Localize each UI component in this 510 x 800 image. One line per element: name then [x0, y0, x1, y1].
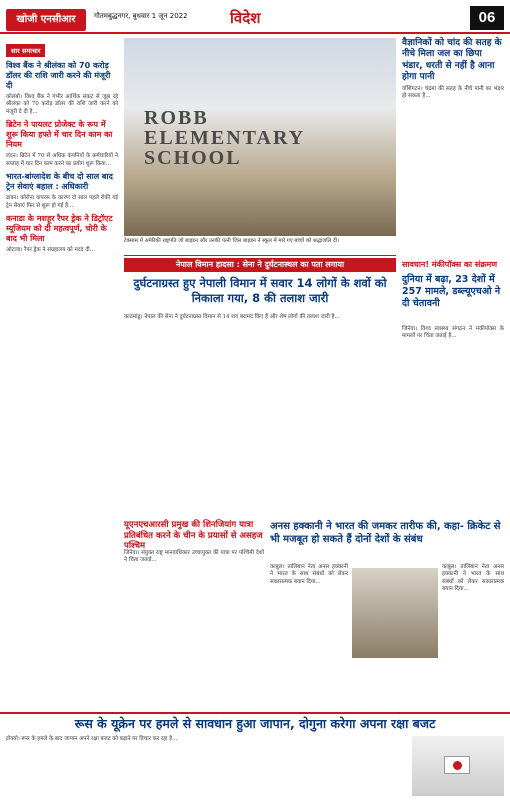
bottom-body: टोक्यो। रूस के हमले के बाद जापान अपने रक्षा बजट को बढ़ाने पर विचार कर रहा है...: [6, 736, 178, 742]
nepal-strap: नेपाल विमान हादसा : सेना ने दुर्घटनास्थल का पता लगाया: [124, 258, 396, 272]
news-body: वॉशिंगटन। चंद्रमा की सतह के नीचे पानी का भंडार हो सकता है...: [402, 86, 504, 100]
news-headline: ब्रिटेन ने पायलट प्रोजेक्ट के रूप में शुरू किया हफ्ते में चार दिन काम का नियम: [6, 120, 113, 150]
un-headline: यूएनएचआरसी प्रमुख की शिनजियांग यात्रा प्रतिबंधित करने के चीन के प्रयासों से असहज पश्चिम: [124, 520, 263, 552]
left-news-column: [6, 38, 118, 738]
photo-caption: टेक्सास में अमेरिकी राष्ट्रपति जो बाइडन और उनकी पत्नी जिल बाइडन ने स्कूल में मारे गए बच्चों को श्रद्धांजलि दी।: [124, 238, 396, 256]
nepal-body: काठमांडू। नेपाल की सेना ने दुर्घटनाग्रस्त विमान से 14 शव बरामद किए हैं और शेष लोगों की तलाश जारी है...: [124, 314, 340, 320]
anas-photo: [352, 568, 438, 658]
news-body: ढाका। कोरोना वायरस के कारण दो साल पहले रोकी गई ट्रेन सेवाएं फिर से शुरू हो गई हैं...: [6, 195, 118, 209]
newspaper-logo: खोजी एनसीआर: [6, 9, 86, 31]
monkeypox-strap: सावधान! मंकीपॉक्स का संक्रमण: [402, 260, 498, 269]
un-body: जिनेवा। संयुक्त राष्ट्र मानवाधिकार उच्चायुक्त की यात्रा पर पश्चिमी देशों ने चिंता जताई...: [124, 550, 264, 564]
right-news-column: [402, 38, 504, 268]
anas-body-cont: काबुल। तालिबान नेता अनस हक्कानी ने भारत के साथ संबंधों को लेकर सकारात्मक बयान दिया...: [442, 564, 504, 593]
news-headline: भारत-बांग्लादेश के बीच दो साल बाद ट्रेन सेवाएं बहाल : अधिकारी: [6, 172, 113, 192]
section-title: विदेश: [230, 9, 261, 27]
news-headline: विश्व बैंक ने श्रीलंका को 70 करोड़ डॉलर की राशि जारी करने की मंजूरी दी: [6, 61, 111, 90]
news-body: ओटावा। रैपर ड्रेक ने संग्रहालय को मदद दी...: [6, 246, 95, 253]
news-headline: कनाडा के मशहूर रैपर ड्रेक ने डिट्रॉएट म्यूजियम को दी महत्वपूर्ण, चोरी के बाद भी मिला: [6, 213, 113, 243]
anas-body: काबुल। तालिबान नेता अनस हक्कानी ने भारत के साथ संबंधों को लेकर सकारात्मक बयान दिया...: [270, 564, 348, 585]
news-body: कोलंबो। विश्व बैंक ने गंभीर आर्थिक संकट से जूझ रहे श्रीलंका को 70 करोड़ डॉलर की राशि जारी करने को मंजूरी दे दी है...: [6, 94, 118, 115]
nepal-headline: दुर्घटनाग्रस्त हुए नेपाली विमान में सवार 14 लोगों के शवों को निकाला गया, 8 की तलाश जारी: [133, 276, 387, 305]
anas-headline: अनस हक्कानी ने भारत की जमकर तारीफ की, कहा- क्रिकेट से भी मजबूत हो सकते हैं दोनों देशों के संबंध: [270, 521, 501, 545]
monkeypox-body: जिनेवा। विश्व स्वास्थ्य संगठन ने मंकीपॉक्स के मामलों पर चिंता जताई है...: [402, 326, 504, 340]
news-headline: वैज्ञानिकों को चांद की सतह के नीचे मिला जल का छिपा भंडार, धरती से नहीं है आना होगा पानी: [402, 38, 502, 82]
issue-date: गौतमबुद्धनगर, बुधवार 1 जून 2022: [94, 12, 188, 20]
school-sign: ROBB ELEMENTARY SCHOOL: [144, 107, 305, 169]
bottom-headline: रूस के यूक्रेन पर हमले से सावधान हुआ जापान, दोगुना करेगा अपना रक्षा बजट: [0, 712, 510, 732]
brief-news-tag: सार समाचार: [6, 44, 45, 57]
page-number: 06: [470, 6, 504, 30]
japan-photo: [412, 736, 504, 796]
monkeypox-headline: दुनिया में बढ़ा, 23 देशों में 257 मामले, डब्ल्यूएचओ ने दी चेतावनी: [402, 274, 501, 309]
news-body: लंदन। ब्रिटेन में 70 से अधिक कंपनियों के कर्मचारियों ने सप्ताह में चार दिन काम करने का प्रयोग शुरू किया...: [6, 153, 118, 167]
japan-flag-icon: [444, 756, 470, 774]
lead-photo: [124, 38, 396, 236]
